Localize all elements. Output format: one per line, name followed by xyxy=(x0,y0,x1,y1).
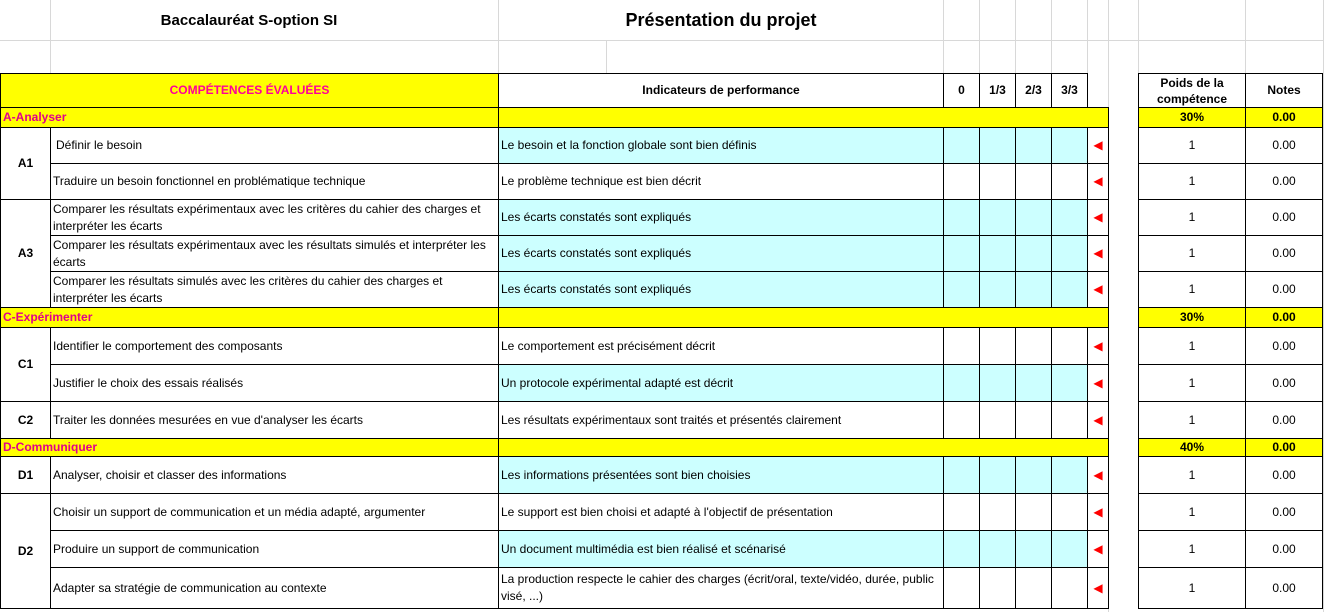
competence-text: Traduire un besoin fonctionnel en problématique technique xyxy=(51,164,499,200)
header-row xyxy=(1,74,1323,108)
level-2-3-cell[interactable] xyxy=(1016,457,1052,494)
level-0-cell[interactable] xyxy=(944,328,980,365)
indicator-text: Le comportement est précisément décrit xyxy=(499,328,944,365)
level-1-3-cell[interactable] xyxy=(980,402,1016,439)
level-1-3-cell[interactable] xyxy=(980,494,1016,531)
section-note: 0.00 xyxy=(1246,108,1323,128)
level-0-cell[interactable] xyxy=(944,568,980,609)
competence-text: Analyser, choisir et classer des informations xyxy=(51,457,499,494)
level-3-3-cell[interactable] xyxy=(1052,236,1088,272)
comment-marker-icon[interactable]: ◀ xyxy=(1088,128,1109,164)
evaluation-grid xyxy=(0,73,1323,609)
level-0-cell[interactable] xyxy=(944,200,980,236)
comment-marker-icon[interactable]: ◀ xyxy=(1088,402,1109,439)
comment-marker-icon[interactable]: ◀ xyxy=(1088,531,1109,568)
level-2-3-cell[interactable] xyxy=(1016,402,1052,439)
section-note: 0.00 xyxy=(1246,308,1323,328)
indicator-text: Les écarts constatés sont expliqués xyxy=(499,236,944,272)
level-3-3-cell[interactable] xyxy=(1052,568,1088,609)
level-0-cell[interactable] xyxy=(944,531,980,568)
competence-code: C2 xyxy=(1,402,51,439)
level-1-3-cell[interactable] xyxy=(980,272,1016,308)
section-weight: 30% xyxy=(1139,308,1246,328)
level-1-3-cell[interactable] xyxy=(980,365,1016,402)
weight-cell: 1 xyxy=(1139,494,1246,531)
level-3-3-cell[interactable] xyxy=(1052,272,1088,308)
competence-text: Comparer les résultats expérimentaux avec les résultats simulés et interpréter les écarts xyxy=(51,236,499,272)
weight-cell: 1 xyxy=(1139,568,1246,609)
header-level-0: 0 xyxy=(944,74,980,108)
indicator-text: Les informations présentées sont bien choisies xyxy=(499,457,944,494)
note-cell: 0.00 xyxy=(1246,365,1323,402)
comment-marker-icon[interactable]: ◀ xyxy=(1088,164,1109,200)
indicator-text: Un document multimédia est bien réalisé et scénarisé xyxy=(499,531,944,568)
comment-marker-icon[interactable]: ◀ xyxy=(1088,328,1109,365)
section-row-analyser xyxy=(1,108,1323,128)
section-weight: 40% xyxy=(1139,439,1246,457)
table-row xyxy=(1,402,1323,439)
table-row xyxy=(1,200,1323,236)
table-row xyxy=(1,236,1323,272)
level-0-cell[interactable] xyxy=(944,402,980,439)
section-row-communiquer xyxy=(1,439,1323,457)
header-indicateurs: Indicateurs de performance xyxy=(499,74,944,108)
level-3-3-cell[interactable] xyxy=(1052,365,1088,402)
note-cell: 0.00 xyxy=(1246,200,1323,236)
level-0-cell[interactable] xyxy=(944,128,980,164)
weight-cell: 1 xyxy=(1139,272,1246,308)
competence-text: Identifier le comportement des composants xyxy=(51,328,499,365)
competence-code: D2 xyxy=(1,494,51,609)
comment-marker-icon[interactable]: ◀ xyxy=(1088,494,1109,531)
header-poids: Poids de la compétence xyxy=(1139,74,1246,108)
level-2-3-cell[interactable] xyxy=(1016,200,1052,236)
note-cell: 0.00 xyxy=(1246,568,1323,609)
exam-title: Baccalauréat S-option SI xyxy=(160,11,338,29)
level-1-3-cell[interactable] xyxy=(980,128,1016,164)
weight-cell: 1 xyxy=(1139,328,1246,365)
level-1-3-cell[interactable] xyxy=(980,328,1016,365)
note-cell: 0.00 xyxy=(1246,402,1323,439)
table-row xyxy=(1,457,1323,494)
indicator-text: Le besoin et la fonction globale sont bien définis xyxy=(499,128,944,164)
note-cell: 0.00 xyxy=(1246,236,1323,272)
level-0-cell[interactable] xyxy=(944,494,980,531)
level-0-cell[interactable] xyxy=(944,365,980,402)
level-1-3-cell[interactable] xyxy=(980,457,1016,494)
level-3-3-cell[interactable] xyxy=(1052,128,1088,164)
level-0-cell[interactable] xyxy=(944,164,980,200)
section-label: A-Analyser xyxy=(1,108,499,128)
competence-text: Définir le besoin xyxy=(51,128,499,164)
table-row xyxy=(1,365,1323,402)
note-cell: 0.00 xyxy=(1246,128,1323,164)
weight-cell: 1 xyxy=(1139,365,1246,402)
header-level-2-3: 2/3 xyxy=(1016,74,1052,108)
table-row xyxy=(1,568,1323,609)
table-row xyxy=(1,164,1323,200)
section-weight: 30% xyxy=(1139,108,1246,128)
level-0-cell[interactable] xyxy=(944,272,980,308)
competence-code: A3 xyxy=(1,200,51,308)
comment-marker-icon[interactable]: ◀ xyxy=(1088,200,1109,236)
weight-cell: 1 xyxy=(1139,402,1246,439)
comment-marker-icon[interactable]: ◀ xyxy=(1088,457,1109,494)
competence-code: C1 xyxy=(1,328,51,402)
note-cell: 0.00 xyxy=(1246,494,1323,531)
weight-cell: 1 xyxy=(1139,200,1246,236)
level-1-3-cell[interactable] xyxy=(980,164,1016,200)
table-row xyxy=(1,328,1323,365)
competence-text: Adapter sa stratégie de communication au contexte xyxy=(51,568,499,609)
level-3-3-cell[interactable] xyxy=(1052,494,1088,531)
level-1-3-cell[interactable] xyxy=(980,200,1016,236)
note-cell: 0.00 xyxy=(1246,328,1323,365)
table-row xyxy=(1,531,1323,568)
level-0-cell[interactable] xyxy=(944,236,980,272)
competence-text: Choisir un support de communication et un média adapté, argumenter xyxy=(51,494,499,531)
competence-code: A1 xyxy=(1,128,51,200)
indicator-text: La production respecte le cahier des charges (écrit/oral, texte/vidéo, durée, public visé, ...) xyxy=(499,568,944,609)
project-title: Présentation du projet xyxy=(625,9,817,30)
level-2-3-cell[interactable] xyxy=(1016,128,1052,164)
competence-text: Justifier le choix des essais réalisés xyxy=(51,365,499,402)
indicator-text: Les écarts constatés sont expliqués xyxy=(499,272,944,308)
weight-cell: 1 xyxy=(1139,128,1246,164)
indicator-text: Les résultats expérimentaux sont traités et présentés clairement xyxy=(499,402,944,439)
comment-marker-icon[interactable]: ◀ xyxy=(1088,272,1109,308)
level-3-3-cell[interactable] xyxy=(1052,531,1088,568)
weight-cell: 1 xyxy=(1139,164,1246,200)
indicator-text: Le problème technique est bien décrit xyxy=(499,164,944,200)
competence-text: Traiter les données mesurées en vue d'analyser les écarts xyxy=(51,402,499,439)
note-cell: 0.00 xyxy=(1246,164,1323,200)
table-row xyxy=(1,272,1323,308)
section-label: C-Expérimenter xyxy=(1,308,499,328)
comment-marker-icon[interactable]: ◀ xyxy=(1088,365,1109,402)
competence-code: D1 xyxy=(1,457,51,494)
competence-text: Comparer les résultats simulés avec les critères du cahier des charges et interpréter les écarts xyxy=(51,272,499,308)
header-level-1-3: 1/3 xyxy=(980,74,1016,108)
level-2-3-cell[interactable] xyxy=(1016,568,1052,609)
indicator-text: Les écarts constatés sont expliqués xyxy=(499,200,944,236)
header-notes: Notes xyxy=(1246,74,1323,108)
section-note: 0.00 xyxy=(1246,439,1323,457)
level-2-3-cell[interactable] xyxy=(1016,164,1052,200)
section-row-experimenter xyxy=(1,308,1323,328)
section-label: D-Communiquer xyxy=(1,439,499,457)
level-3-3-cell[interactable] xyxy=(1052,328,1088,365)
level-3-3-cell[interactable] xyxy=(1052,164,1088,200)
note-cell: 0.00 xyxy=(1246,272,1323,308)
table-row xyxy=(1,494,1323,531)
indicator-text: Le support est bien choisi et adapté à l'objectif de présentation xyxy=(499,494,944,531)
level-2-3-cell[interactable] xyxy=(1016,272,1052,308)
weight-cell: 1 xyxy=(1139,236,1246,272)
indicator-text: Un protocole expérimental adapté est décrit xyxy=(499,365,944,402)
level-0-cell[interactable] xyxy=(944,457,980,494)
level-2-3-cell[interactable] xyxy=(1016,365,1052,402)
header-level-3-3: 3/3 xyxy=(1052,74,1088,108)
level-2-3-cell[interactable] xyxy=(1016,328,1052,365)
level-3-3-cell[interactable] xyxy=(1052,402,1088,439)
note-cell: 0.00 xyxy=(1246,531,1323,568)
level-2-3-cell[interactable] xyxy=(1016,236,1052,272)
comment-marker-icon[interactable]: ◀ xyxy=(1088,568,1109,609)
level-1-3-cell[interactable] xyxy=(980,236,1016,272)
comment-marker-icon[interactable]: ◀ xyxy=(1088,236,1109,272)
level-3-3-cell[interactable] xyxy=(1052,200,1088,236)
level-1-3-cell[interactable] xyxy=(980,531,1016,568)
level-1-3-cell[interactable] xyxy=(980,568,1016,609)
competence-text: Comparer les résultats expérimentaux avec les critères du cahier des charges et interpréter les écarts xyxy=(51,200,499,236)
weight-cell: 1 xyxy=(1139,531,1246,568)
table-row xyxy=(1,128,1323,164)
header-competences: COMPÉTENCES ÉVALUÉES xyxy=(1,74,499,108)
level-2-3-cell[interactable] xyxy=(1016,494,1052,531)
level-2-3-cell[interactable] xyxy=(1016,531,1052,568)
level-3-3-cell[interactable] xyxy=(1052,457,1088,494)
competence-text: Produire un support de communication xyxy=(51,531,499,568)
weight-cell: 1 xyxy=(1139,457,1246,494)
note-cell: 0.00 xyxy=(1246,457,1323,494)
